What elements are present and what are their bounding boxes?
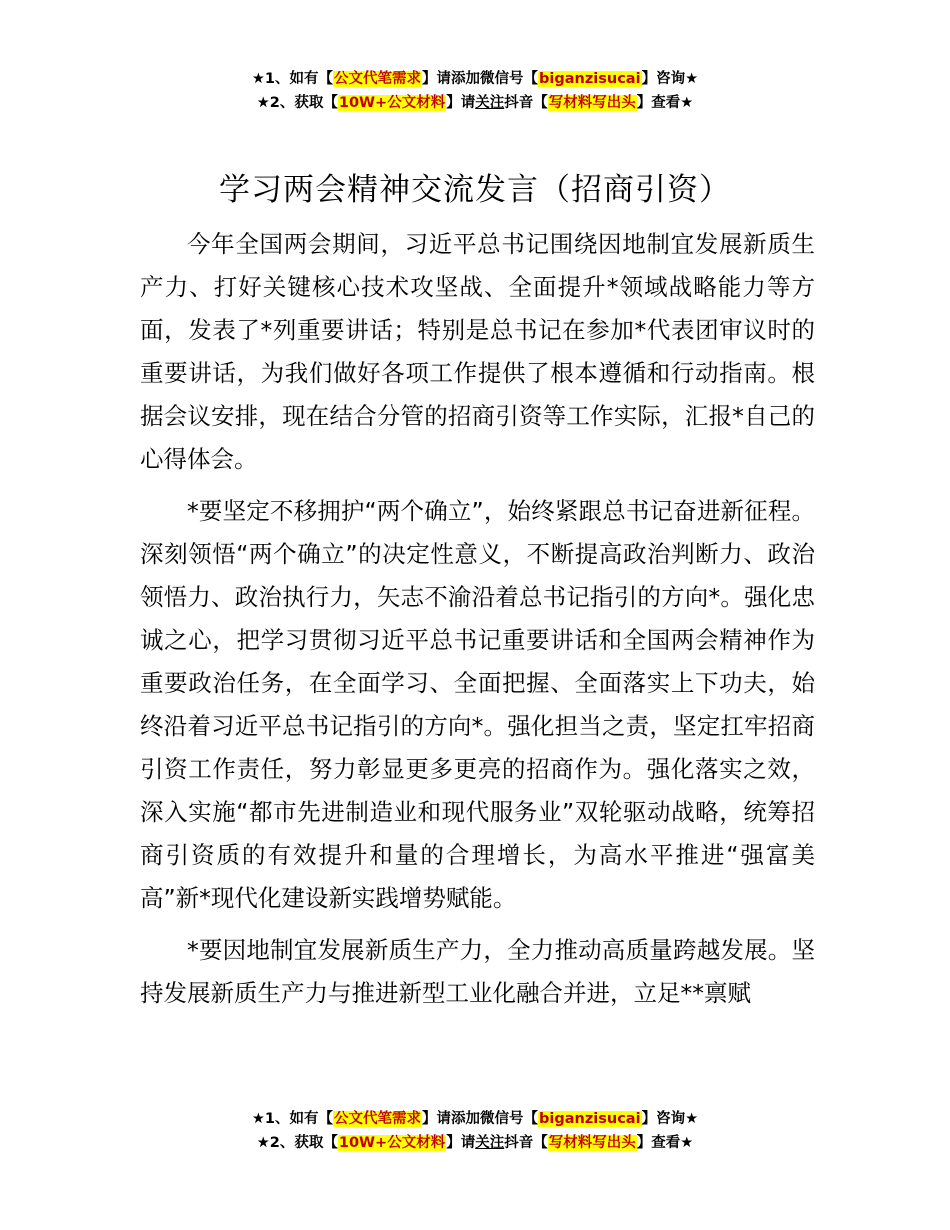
paragraph-intro: 今年全国两会期间，习近平总书记围绕因地制宜发展新质生产力、打好关键核心技术攻坚战、全面提升*领域战略能力等方面，发表了*列重要讲话；特别是总书记在参加*代表团审议时的重要讲话，为我们做好各项工作提供了根本遵循和行动指南。根据会议安排，现在结合分管的招商引资等工作实际，汇报*自己的心得体会。 (140, 230, 815, 473)
document-body (140, 223, 815, 1024)
banner-text: 】咨询★ (641, 1111, 699, 1127)
banner-line-2 (0, 1131, 950, 1155)
banner-text: ★2、获取【 (256, 1135, 338, 1151)
paragraph-new-productivity: *要因地制宜发展新质生产力，全力推动高质量跨越发展。坚持发展新质生产力与推进新型工业化融合并进，立足**禀赋 (140, 936, 815, 1007)
highlight-ghostwriting: 公文代笔需求 (334, 1111, 422, 1127)
banner-text: 】咨询★ (641, 71, 699, 87)
highlight-materials: 10W+公文材料 (338, 95, 446, 111)
header-banner (0, 67, 950, 115)
banner-text: 】请添加微信号【 (422, 1111, 539, 1127)
banner-line-1 (0, 67, 950, 91)
banner-line-1 (0, 1107, 950, 1131)
underlined-follow: 关注 (475, 1135, 505, 1151)
banner-text: 】查看★ (636, 95, 694, 111)
highlight-wechat-id: biganzisucai (539, 1111, 641, 1127)
banner-text: 抖音【 (504, 95, 548, 111)
banner-text: ★1、如有【 (251, 1111, 334, 1127)
banner-text: 】查看★ (636, 1135, 694, 1151)
highlight-douyin: 写材料写出头 (548, 95, 636, 111)
highlight-ghostwriting: 公文代笔需求 (334, 71, 422, 87)
banner-text: 】请 (446, 1135, 476, 1151)
banner-text: 抖音【 (504, 1135, 548, 1151)
paragraph-two-establishments: *要坚定不移拥护“两个确立”，始终紧跟总书记奋进新征程。深刻领悟“两个确立”的决定性意义，不断提高政治判断力、政治领悟力、政治执行力，矢志不渝沿着总书记指引的方向*。强化忠诚之心，把学习贯彻习近平总书记重要讲话和全国两会精神作为重要政治任务，在全面学习、全面把握、全面落实上下功夫，始终沿着习近平总书记指引的方向*。强化担当之责，坚定扛牢招商引资工作责任，努力彰显更多更亮的招商作为。强化落实之效，深入实施“都市先进制造业和现代服务业”双轮驱动战略，统筹招商引资质的有效提升和量的合理增长，为高水平推进“强富美高”新*现代化建设新实践增势赋能。 (140, 497, 815, 912)
highlight-wechat-id: biganzisucai (539, 71, 641, 87)
footer-banner (0, 1107, 950, 1155)
banner-text: ★2、获取【 (256, 95, 338, 111)
banner-text: 】请添加微信号【 (422, 71, 539, 87)
document-title: 学习两会精神交流发言（招商引资） (219, 172, 731, 208)
underlined-follow: 关注 (475, 95, 505, 111)
highlight-materials: 10W+公文材料 (338, 1135, 446, 1151)
banner-line-2 (0, 91, 950, 115)
highlight-douyin: 写材料写出头 (548, 1135, 636, 1151)
banner-text: 】请 (446, 95, 476, 111)
banner-text: ★1、如有【 (251, 71, 334, 87)
